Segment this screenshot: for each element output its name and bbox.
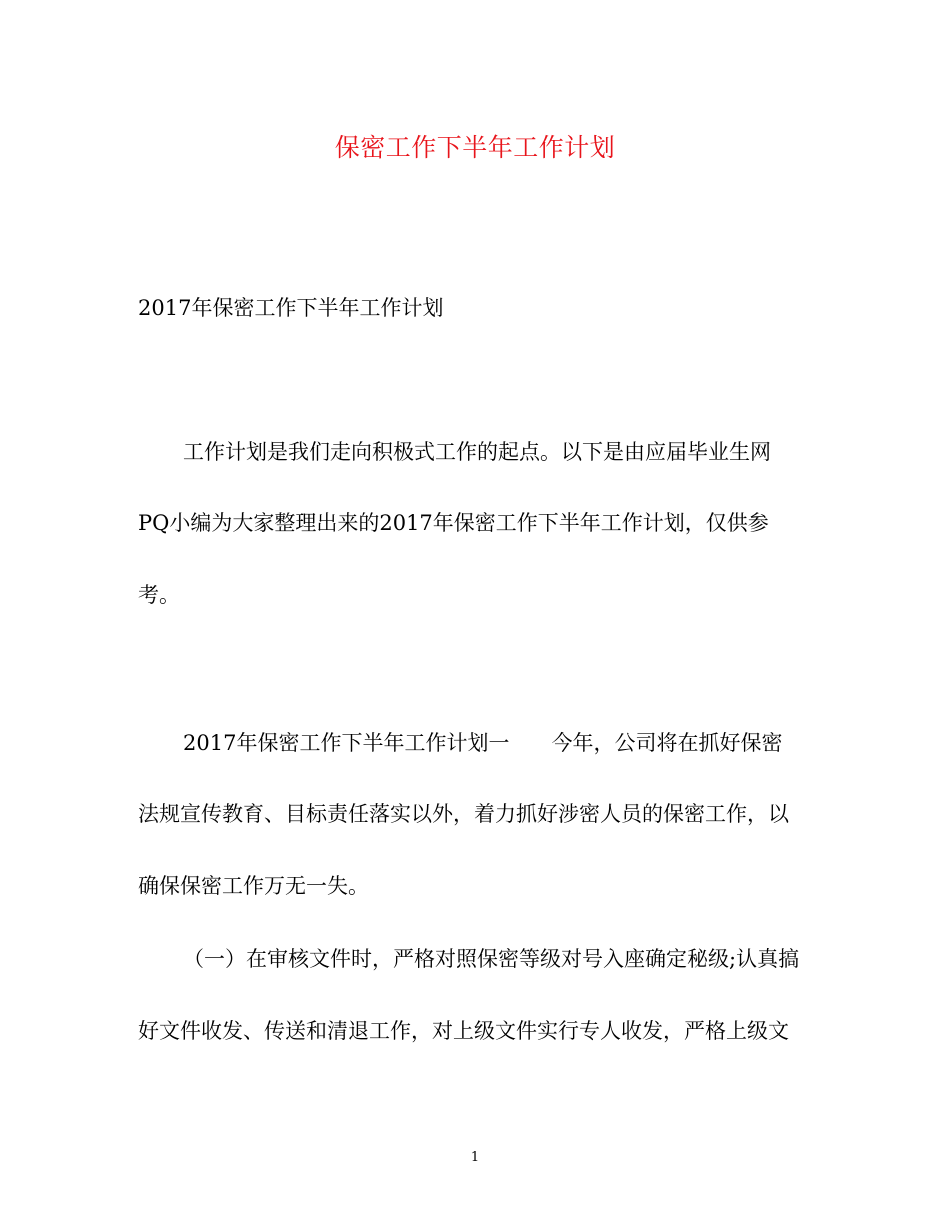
page-number: 1: [470, 1150, 480, 1165]
paragraph-line: 工作计划是我们走向积极式工作的起点。以下是由应届毕业生网: [183, 440, 771, 464]
paragraph-line: 考。: [138, 583, 180, 607]
paragraph-line: 2017年保密工作下半年工作计划一 今年，公司将在抓好保密: [183, 731, 783, 755]
paragraph-line: 确保保密工作万无一失。: [138, 874, 369, 898]
document-subtitle: 2017年保密工作下半年工作计划: [138, 296, 444, 320]
paragraph-line: 法规宣传教育、目标责任落实以外，着力抓好涉密人员的保密工作，以: [138, 802, 789, 826]
paragraph-line: 好文件收发、传送和清退工作，对上级文件实行专人收发，严格上级文: [138, 1019, 789, 1043]
paragraph-line: PQ小编为大家整理出来的2017年保密工作下半年工作计划，仅供参: [138, 511, 769, 535]
document-title: 保密工作下半年工作计划: [334, 133, 616, 162]
paragraph-line: （一）在审核文件时，严格对照保密等级对号入座确定秘级;认真搞: [183, 947, 800, 971]
